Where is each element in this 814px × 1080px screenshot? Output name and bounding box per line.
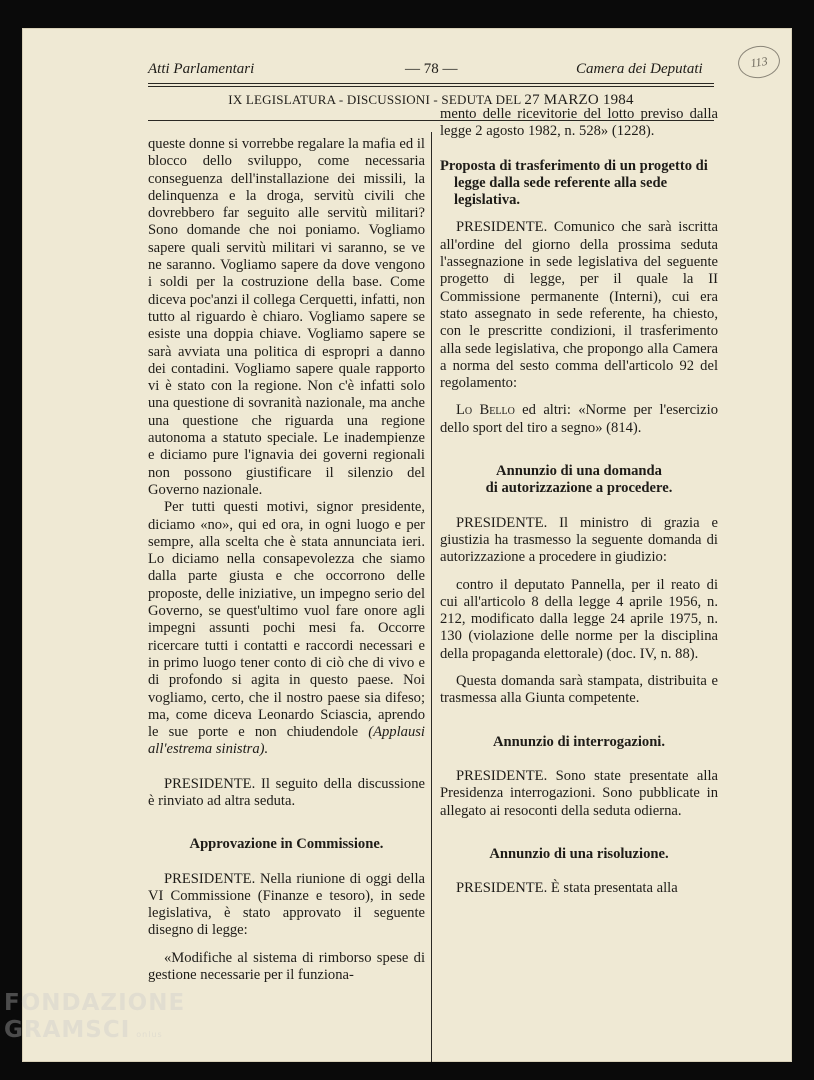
section-heading: Approvazione in Commissione. [189, 836, 384, 853]
page-number: — 78 — [405, 61, 458, 77]
column-divider [431, 132, 432, 1062]
watermark-logo [4, 990, 185, 1048]
paragraph: «Modifiche al sistema di rimborso spese di gestione necessarie per il funziona- [148, 949, 425, 984]
paragraph: contro il deputato Pannella, per il reato di cui all'articolo 8 della legge 4 aprile 1956, n. 212, modificato dalla legge 24 aprile 1975, n. 130 (violazione delle norme per la disciplina della propaganda elettorale) (doc. IV, n. 88). [440, 576, 718, 662]
right-column [440, 106, 718, 897]
archive-stamp: 113 [736, 43, 782, 81]
paragraph: PRESIDENTE. Comunico che sarà iscritta all'ordine del giorno della prossima seduta l'assegnazione in sede legislativa del seguente progetto di legge, per il quale la II Commissione permanente (Interni), cui era stato assegnato in sede referente, ha chiesto, con le prescritte condizioni, il trasferimento alla sede legislativa, che propongo alla Camera a norma del sesto comma dell'articolo 92 del regolamento: [440, 219, 718, 392]
paragraph-text: Per tutti questi motivi, signor presidente, diciamo «no», qui ed ora, in ogni luogo e per sempre, alla scelta che è stata annunciata ieri. Lo diciamo nella consapevolezza che siamo dalla parte giusta e che occorrono delle proposte, delle iniziative, un impegno serio del Governo, se quest'ultimo vuol fare onore agli impegni assunti pochi mesi fa. Occorre ricercare tutti i contatti e raccordi necessari e in primo luogo tener conto di ciò che di vivo e di profondo si agita in questo paese. Noi vogliamo, certo, che il nostro paese sia difeso; ma, come diceva Leonardo Sciascia, aprendo le sue porte e non chiudendole [148, 499, 425, 741]
header-left: Atti Parlamentari [148, 61, 255, 77]
section-heading: Annunzio di una risoluzione. [489, 845, 669, 862]
heading-line: di autorizzazione a procedere. [485, 480, 673, 497]
paragraph: PRESIDENTE. Il ministro di grazia e giustizia ha trasmesso la seguente domanda di autorizzazione a procedere in giudizio: [440, 514, 718, 566]
watermark-line: FONDAZIONE [4, 990, 186, 1016]
paragraph: PRESIDENTE. Nella riunione di oggi della VI Commissione (Finanze e tesoro), in sede legislativa, è stato approvato il seguente disegno di legge: [148, 870, 425, 939]
deputy-name: Lo Bello [456, 402, 515, 419]
paragraph: mento delle ricevitorie del lotto previso dalla legge 2 agosto 1982, n. 528» (1228). [440, 106, 718, 140]
document-page [22, 28, 792, 1062]
section-heading: Annunzio di interrogazioni. [492, 733, 666, 750]
header-rule [148, 86, 714, 87]
header-rule [148, 83, 714, 84]
paragraph: PRESIDENTE. Sono state presentate alla Presidenza interrogazioni. Sono pubblicate in allegato ai resoconti della seduta odierna. [440, 767, 718, 819]
paragraph: queste donne si vorrebbe regalare la mafia ed il blocco dello sviluppo, come necessaria conseguenza dell'installazione dei missili, la delinquenza e la droga, servitù civili che dovrebbero far seguito alle servitù militari? Sono domande che noi poniamo. Vogliamo sapere quali servitù militari vi saranno, se ve ne saranno. Vogliamo sapere da dove vengono i soldi per la costruzione della base. Come diceva poc'anzi il collega Cerquetti, infatti, non tutto al riguardo è chiaro. Vogliamo sapere se esiste una doppia chiave. Vogliamo sapere se sarà avviata una politica di espropri a danno dei contadini. Vogliamo sapere quale rapporto vi è stato con la regione. Non c'è infatti solo una questione di sovranità nazionale, ma anche una questione che riguarda una regione autonoma a statuto speciale. Le inadempienze e diciamo pure l'ignavia dei governi regionali non possono giustificare il silenzio del Governo nazionale. [148, 136, 425, 498]
paragraph: PRESIDENTE. Il seguito della discussione è rinviato ad altra seduta. [148, 775, 425, 809]
header-right: Camera dei Deputati [576, 61, 703, 77]
heading-line: Annunzio di una domanda [496, 463, 662, 480]
watermark-text: GRAMSCI [4, 1017, 131, 1043]
watermark-suffix: onlus [136, 1030, 163, 1039]
paragraph [440, 402, 718, 437]
paragraph: Questa domanda sarà stampata, distribuita e trasmessa alla Giunta competente. [440, 673, 718, 707]
paragraph-text: ed altri: «Norme per l'esercizio dello sport del tiro a segno» (814). [440, 402, 718, 436]
session-header-text: IX LEGISLATURA - DISCUSSIONI - SEDUTA DEL [228, 92, 521, 107]
paragraph [148, 499, 425, 758]
paragraph: PRESIDENTE. È stata presentata alla [456, 880, 678, 897]
section-heading: Proposta di trasferimento di un progetto di legge dalla sede referente alla sede legislativa. [440, 157, 708, 209]
session-date: 27 MARZO 1984 [524, 92, 634, 108]
applause-note: (Applausi all'estrema sinistra). [148, 724, 425, 758]
left-column [148, 136, 425, 984]
section-heading [440, 463, 718, 498]
watermark-line [4, 1017, 185, 1048]
